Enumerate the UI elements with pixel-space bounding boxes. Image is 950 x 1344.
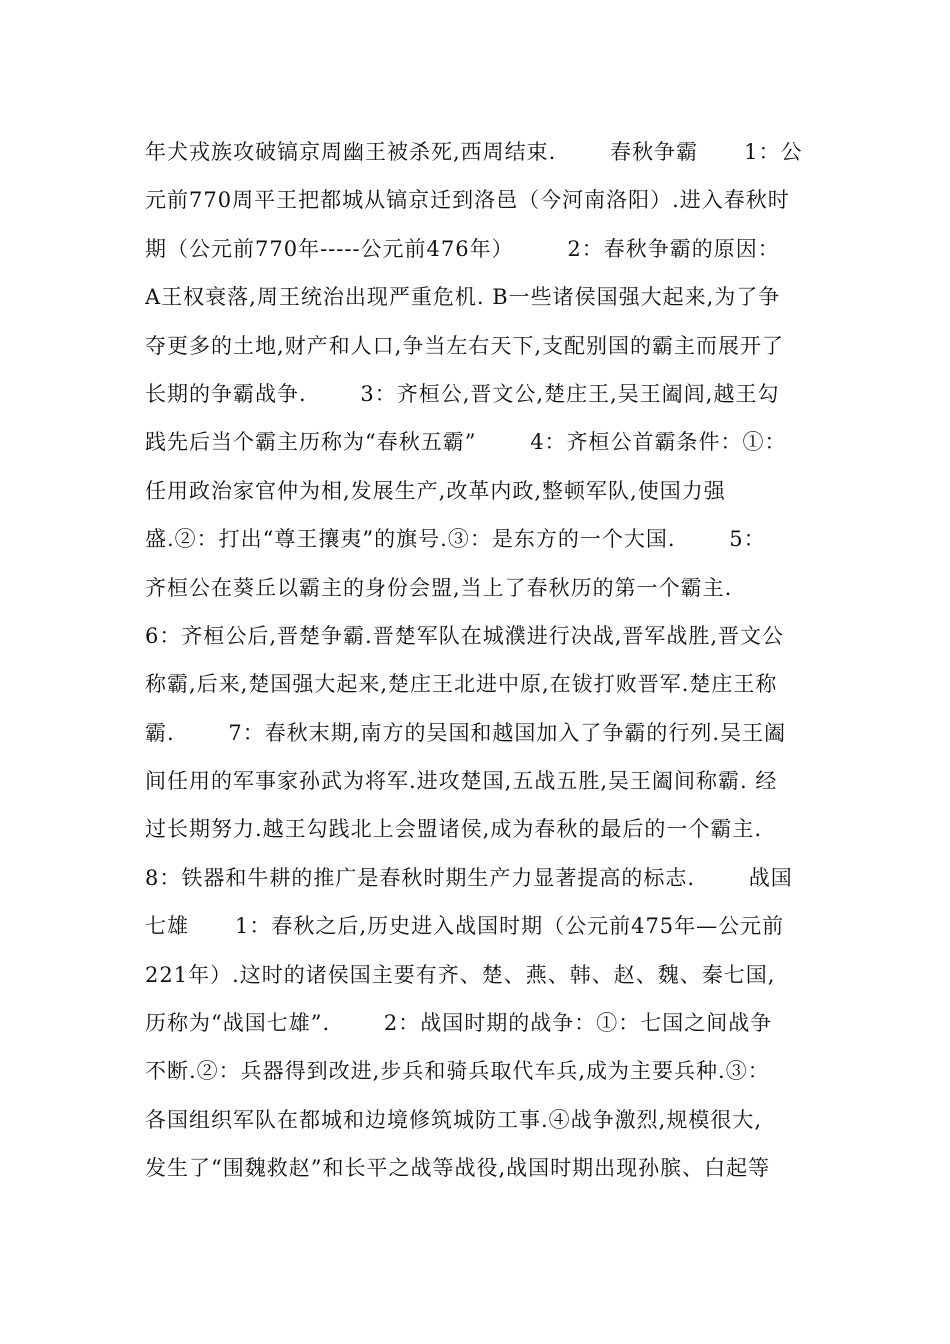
text-line-3: 期（公元前770年-----公元前476年） 2：春秋争霸的原因： (145, 236, 780, 261)
text-line-1: 年犬戎族攻破镐京周幽王被杀死,西周结束. 春秋争霸 1：公 (145, 140, 803, 164)
text-line-4: A王权衰落,周王统治出现严重危机. B一些诸侯国强大起来,为了争 (145, 285, 781, 310)
text-line-21: 各国组织军队在都城和边境修筑城防工事.④战争激烈,规模很大, (145, 1107, 763, 1132)
text-line-12: 称霸,后来,楚国强大起来,楚庄王北进中原,在钹打败晋军.楚庄王称 (145, 672, 778, 697)
text-line-20: 不断.②：兵器得到改进,步兵和骑兵取代车兵,成为主要兵种.③： (145, 1059, 770, 1084)
text-line-6: 长期的争霸战争. 3：齐桓公,晋文公,楚庄王,吴王阖闾,越王勾 (145, 381, 780, 406)
text-line-5: 夺更多的土地,财产和人口,争当左右天下,支配别国的霸主而展开了 (145, 333, 785, 358)
text-line-18: 221年）.这时的诸侯国主要有齐、楚、燕、韩、赵、魏、秦七国, (145, 962, 776, 987)
text-line-9: 盛.②：打出“尊王攘夷”的旗号.③：是东方的一个大国. 5： (145, 527, 766, 552)
body-text (145, 132, 810, 1197)
text-line-8: 任用政治家官仲为相,发展生产,改革内政,整顿军队,使国力强 (145, 478, 726, 503)
text-line-22: 发生了“围魏救赵”和长平之战等战役,战国时期出现孙膑、白起等 (145, 1156, 771, 1181)
text-line-19: 历称为“战国七雄”. 2：战国时期的战争：①：七国之间战争 (145, 1011, 773, 1036)
text-line-2: 元前770周平王把都城从镐京迁到洛邑（今河南洛阳）.进入春秋时 (145, 188, 790, 213)
text-line-16: 8：铁器和牛耕的推广是春秋时期生产力显著提高的标志. 战国 (145, 865, 793, 890)
text-line-17: 七雄 1：春秋之后,历史进入战国时期（公元前475年—公元前 (145, 914, 785, 939)
text-line-7: 践先后当个霸主历称为“春秋五霸” 4：齐桓公首霸条件：①： (145, 430, 787, 455)
text-line-15: 过长期努力.越王勾践北上会盟诸侯,成为春秋的最后的一个霸主. (145, 817, 763, 842)
text-line-11: 6：齐桓公后,晋楚争霸.晋楚军队在城濮进行决战,晋军战胜,晋文公 (145, 623, 785, 648)
text-line-14: 间任用的军事家孙武为将军.进攻楚国,五战五胜,吴王阖间称霸. 经 (145, 769, 778, 794)
text-line-10: 齐桓公在葵丘以霸主的身份会盟,当上了春秋历的第一个霸主. (145, 575, 733, 600)
text-line-13: 霸. 7：春秋末期,南方的吴国和越国加入了争霸的行列.吴王阖 (145, 720, 787, 745)
